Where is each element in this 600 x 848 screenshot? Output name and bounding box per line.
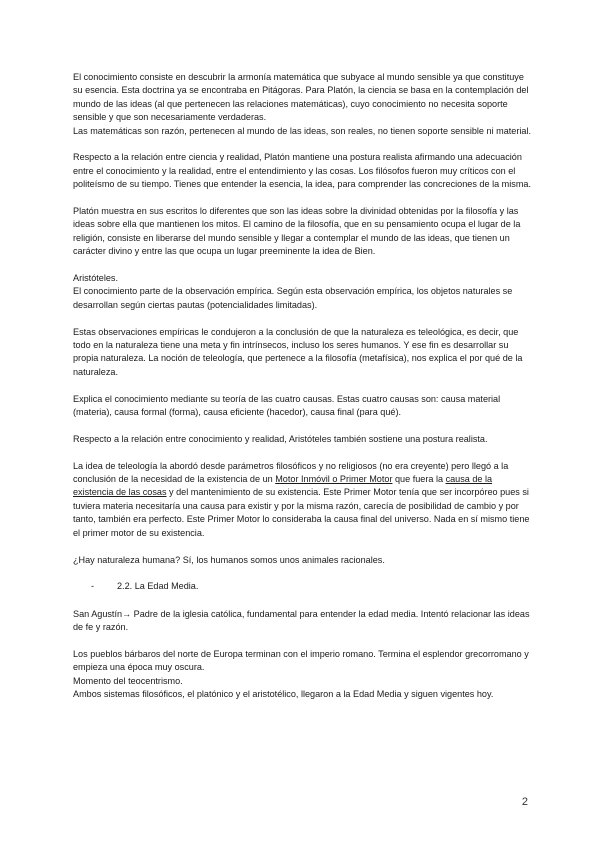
paragraph: Respecto a la relación entre ciencia y realidad, Platón mantiene una postura realista afirmando una adecuación entre el conocimiento y la realidad, entre el entendimiento y las cosas. Los filósofos fueron muy críticos con el politeísmo de su tiempo. Tienes que entender la esencia, la idea, para comprender las concreciones de la misma. — [73, 152, 531, 190]
section-heading-aristoteles: Aristóteles. — [73, 273, 118, 284]
paragraph: El conocimiento consiste en descubrir la armonía matemática que subyace al mundo sensible ya que constituye su esencia. Esta doctrina ya se encontraba en Pitágoras. Para Platón, la ciencia se basa en la contemplación del mundo de las ideas (al que pertenecen las relaciones matemáticas), cuyo conocimiento no necesita soporte sensible y que son necesariamente verdaderas. — [73, 72, 529, 123]
paragraph: El conocimiento parte de la observación empírica. Según esta observación empírica, los objetos naturales se desarrollan según ciertas pautas (potencialidades limitadas). — [73, 286, 513, 310]
paragraph — [73, 460, 531, 540]
underlined-term-causa: causa de la existencia de las cosas — [73, 474, 493, 498]
bullet-text: 2.2. La Edad Media. — [117, 581, 199, 592]
text-run: que fuera la — [392, 474, 446, 485]
paragraph: ¿Hay naturaleza humana? Sí, los humanos somos unos animales racionales. — [73, 554, 385, 565]
underlined-term-primer-motor: Motor Inmóvil o Primer Motor — [275, 474, 393, 485]
document-body — [73, 71, 531, 702]
section-bullet-edad-media — [91, 580, 531, 593]
paragraph: Estas observaciones empíricas le condujeron a la conclusión de que la naturaleza es teleológica, es decir, que todo en la naturaleza tiene una meta y fin intrínsecos, incluso los seres humanos. Y ese fin es desarrollar su propia naturaleza. La noción de teleología, que pertenece a la filosofía (metafísica), nos explica el por qué de la naturaleza. — [73, 326, 523, 377]
text-run: y del mantenimiento de su existencia. Este Primer Motor tenía que ser incorpóreo pues si tuviera materia necesitaría una causa para existir y por la misma razón, carecía de posibilidad de cambio y por tanto, también era perfecto. Este Primer Motor lo consideraba la causa final del universo. Nada en sí mismo tiene el primer motor de su existencia. — [73, 487, 530, 538]
paragraph: Explica el conocimiento mediante su teoría de las cuatro causas. Estas cuatro causas son: causa material (materia), causa formal (forma), causa eficiente (hacedor), causa final (para qué). — [73, 393, 501, 418]
paragraph: Respecto a la relación entre conocimiento y realidad, Aristóteles también sostiene una postura realista. — [73, 433, 488, 444]
paragraph: Platón muestra en sus escritos lo diferentes que son las ideas sobre la divinidad obtenidas por la filosofía y las ideas sobre ella que mantienen los mitos. El camino de la filosofía, que en su pensamiento ocupa el lugar de la religión, consiste en liberarse del mundo sensible y llegar a contemplar el mundo de las ideas, que tienen un carácter divino y entre las que ocupa un lugar preeminente la idea de Bien. — [73, 206, 521, 257]
page-number: 2 — [521, 796, 528, 808]
bullet-dash: - — [91, 581, 95, 592]
paragraph: Ambos sistemas filosóficos, el platónico y el aristotélico, llegaron a la Edad Media y siguen vigentes hoy. — [73, 689, 494, 700]
paragraph: Los pueblos bárbaros del norte de Europa terminan con el imperio romano. Termina el esplendor grecorromano y empieza una época muy oscura. — [73, 648, 529, 673]
paragraph: Las matemáticas son razón, pertenecen al mundo de las ideas, son reales, no tienen soporte sensible ni material. — [73, 125, 531, 136]
paragraph: San Agustín→ Padre de la iglesia católica, fundamental para entender la edad media. Intentó relacionar las ideas de fe y razón. — [73, 608, 530, 633]
text-run: La idea de teleología la abordó desde parámetros filosóficos y no religiosos (no era creyente) pero llegó a la conclusión de la necesidad de la existencia de un — [73, 460, 509, 485]
paragraph: Momento del teocentrismo. — [73, 675, 183, 686]
